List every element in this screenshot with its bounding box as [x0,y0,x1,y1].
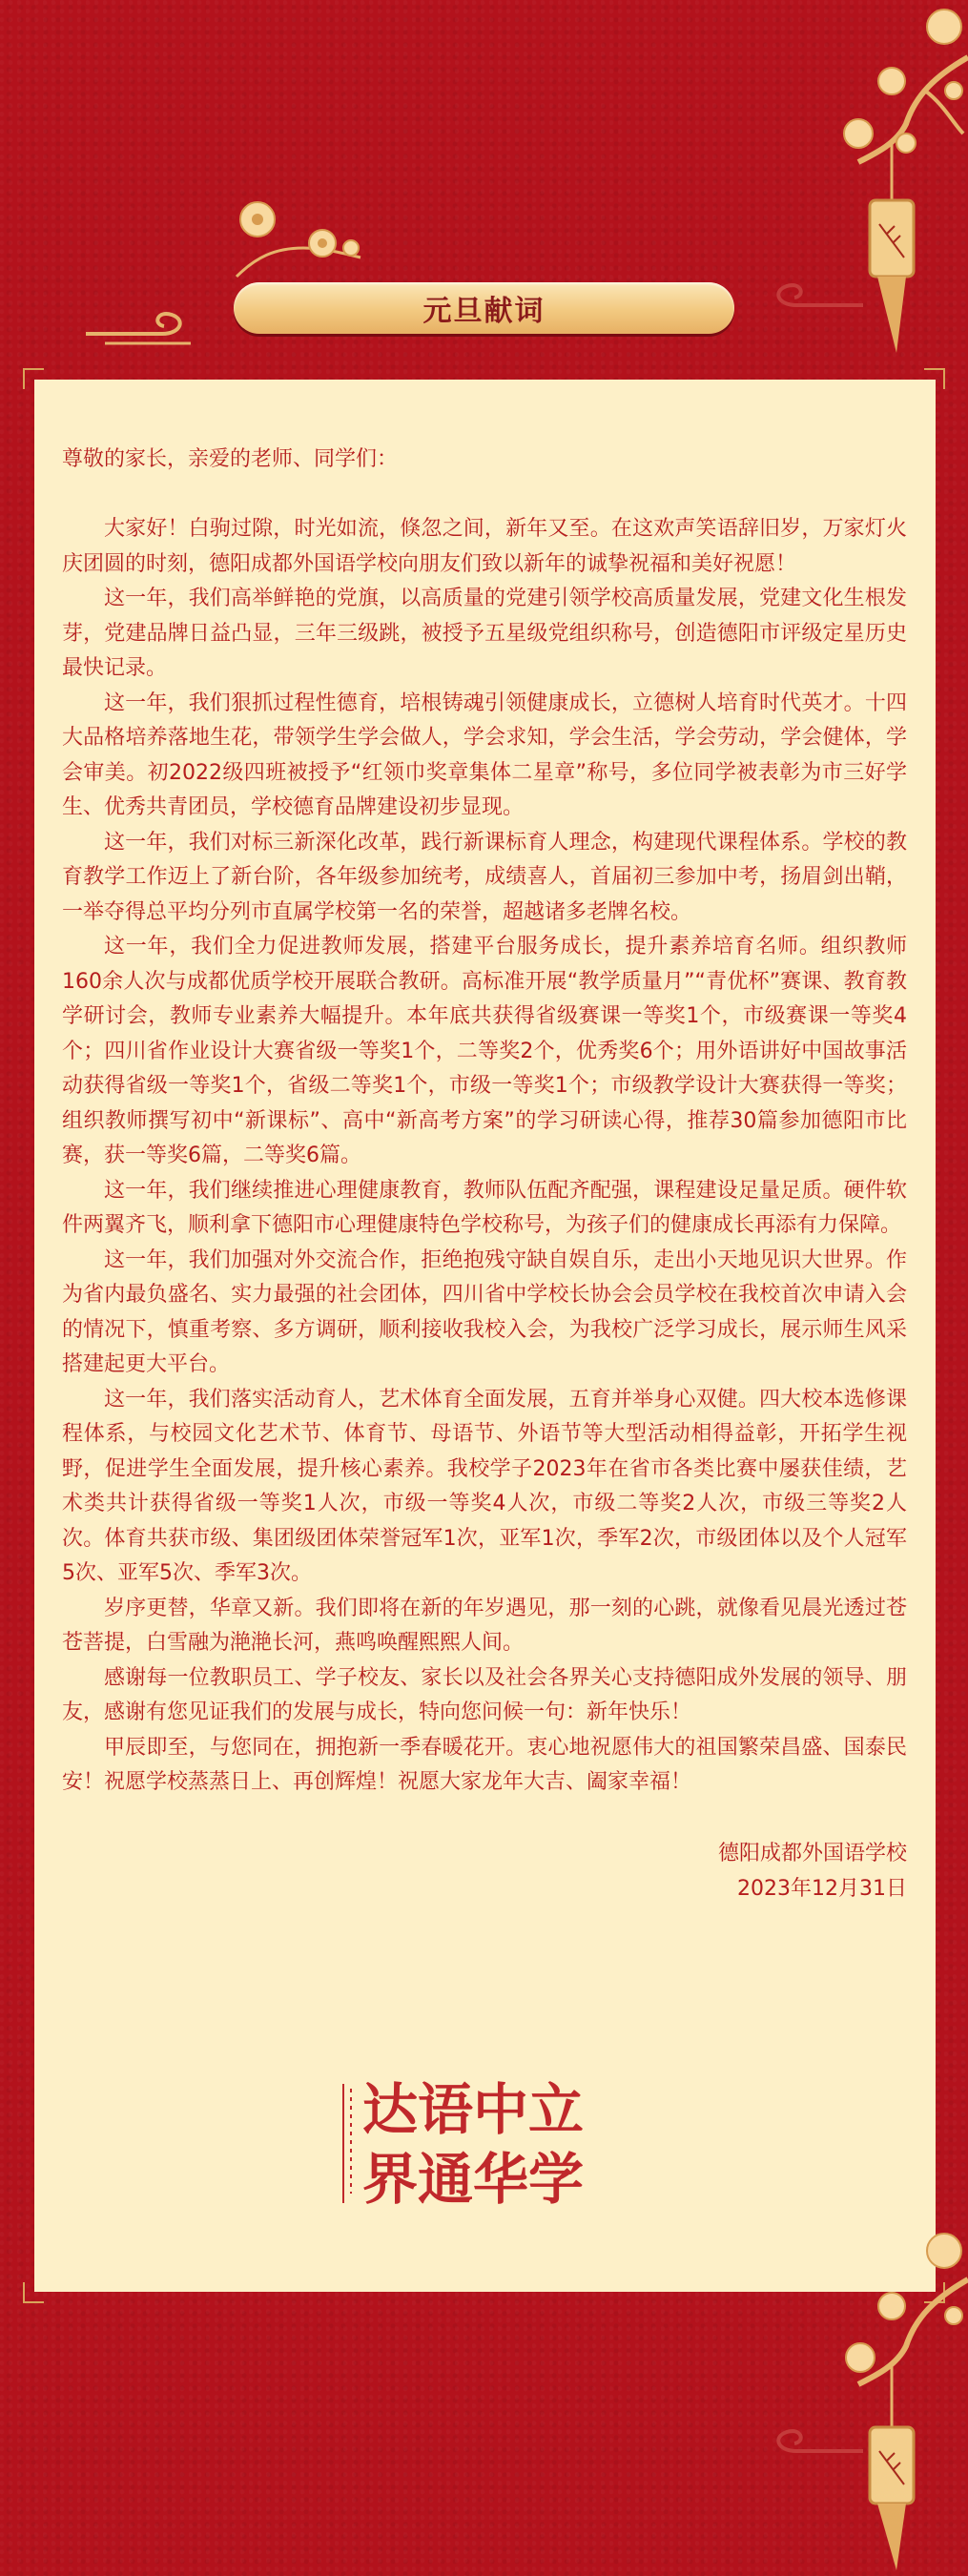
letter-paragraph-1: 大家好！白驹过隙，时光如流，倏忽之间，新年又至。在这欢声笑语辞旧岁，万家灯火庆团圆的时刻，德阳成都外国语学校向朋友们致以新年的诚挚祝福和美好祝愿！ [62,517,907,576]
school-motto-calligraphy [336,2070,631,2213]
cloud-swirl-bottom-icon [758,2413,873,2470]
corner-ornament-bottom-left [23,2282,44,2303]
letter-paragraph-7: 这一年，我们加强对外交流合作，拒绝抱残守缺自娱自乐，走出小天地见识大世界。作为省内最负盛名、实力最强的社会团体，四川省中学校长协会会员学校在我校首次申请入会的情况下，慎重考察、多方调研，顺利接收我校入会，为我校广泛学习成长，展示师生风采搭建起更大平台。 [62,1247,907,1376]
letter-paragraph-9: 岁序更替，华章又新。我们即将在新的年岁遇见，那一刻的心跳，就像看见晨光透过苍苍菩提，白雪融为滟滟长河，燕鸣唤醒熙熙人间。 [62,1596,907,1655]
plum-blossom-branch-bottom-right-icon [801,2222,968,2576]
letter-paragraph-2: 这一年，我们高举鲜艳的党旗，以高质量的党建引领学校高质量发展，党建文化生根发芽，党建品牌日益凸显，三年三级跳，被授予五星级党组织称号，创造德阳市评级定星历史最快记录。 [62,587,907,680]
letter-paragraph-6: 这一年，我们继续推进心理健康教育，教师队伍配齐配强，课程建设足量足质。硬件软件两翼齐飞，顺利拿下德阳市心理健康特色学校称号，为孩子们的健康成长再添有力保障。 [62,1178,907,1237]
letter-greeting: 尊敬的家长，亲爱的老师、同学们： [62,447,399,471]
corner-ornament-top-left [23,368,44,389]
letter-paragraph-4: 这一年，我们对标三新深化改革，践行新课标育人理念，构建现代课程体系。学校的教育教学工作迈上了新台阶，各年级参加统考，成绩喜人，首届初三参加中考，扬眉剑出鞘，一举夺得总平均分列市直属学校第一名的荣誉，超越诸多老牌名校。 [62,830,907,924]
letter-body [62,443,907,1906]
signature-school: 德阳成都外国语学校 [717,1841,907,1865]
title-banner [234,282,734,334]
letter-paragraph-11: 甲辰即至，与您同在，拥抱新一季春暖花开。衷心地祝愿伟大的祖国繁荣昌盛、国泰民安！祝愿学校蒸蒸日上、再创辉煌！祝愿大家龙年大吉、阖家幸福！ [62,1735,907,1794]
motto-line-1: 达语中立 [362,2077,585,2142]
cloud-swirl-left-icon [76,286,210,353]
cloud-swirl-right-icon [758,267,873,324]
letter-paragraph-8: 这一年，我们落实活动育人，艺术体育全面发展，五育并举身心双健。四大校本选修课程体系，与校园文化艺术节、体育节、母语节、外语节等大型活动相得益彰，开拓学生视野，促进学生全面发展，提升核心素养。我校学子2023年在省市各类比赛中屡获佳绩，艺术类共计获得省级一等奖1人次，市级一等奖4人次，市级二等奖2人次，市级三等奖2人次。体育共获市级、集团级团体荣誉冠军1次，亚军1次，季军2次，市级团体以及个人冠军5次、亚军5次、季军3次。 [62,1387,907,1585]
letter-paragraph-10: 感谢每一位教职员工、学子校友、家长以及社会各界关心支持德阳成外发展的领导、朋友，感谢有您见证我们的发展与成长，特向您问候一句：新年快乐！ [62,1665,907,1724]
letter-paragraph-3: 这一年，我们狠抓过程性德育，培根铸魂引领健康成长，立德树人培育时代英才。十四大品格培养落地生花，带领学生学会做人，学会求知，学会生活，学会劳动，学会健体，学会审美。初2022级四班被授予“红领巾奖章集体二星章”称号，多位同学被表彰为市三好学生、优秀共青团员，学校德育品牌建设初步显现。 [62,690,907,819]
page-title: 元旦献词 [422,295,546,328]
signature-date: 2023年12月31日 [737,1876,907,1901]
corner-ornament-top-right [924,368,945,389]
motto-line-2: 界通华学 [362,2147,585,2212]
letter-paragraph-5: 这一年，我们全力促进教师发展，搭建平台服务成长，提升素养培育名师。组织教师160余人次与成都优质学校开展联合教研。高标准开展“教学质量月”“青优杯”赛课、教育教学研讨会，教师专业素养大幅提升。本年底共获得省级赛课一等奖1个，市级赛课一等奖4个；四川省作业设计大赛省级一等奖1个，二等奖2个，优秀奖6个；用外语讲好中国故事活动获得省级一等奖1个，省级二等奖1个，市级一等奖1个；市级教学设计大赛获得一等奖；组织教师撰写初中“新课标”、高中“新高考方案”的学习研读心得，推荐30篇参加德阳市比赛，获一等奖6篇，二等奖6篇。 [62,935,907,1167]
plum-blossom-top-left-icon [217,191,370,286]
letter-signature [62,1836,907,1906]
